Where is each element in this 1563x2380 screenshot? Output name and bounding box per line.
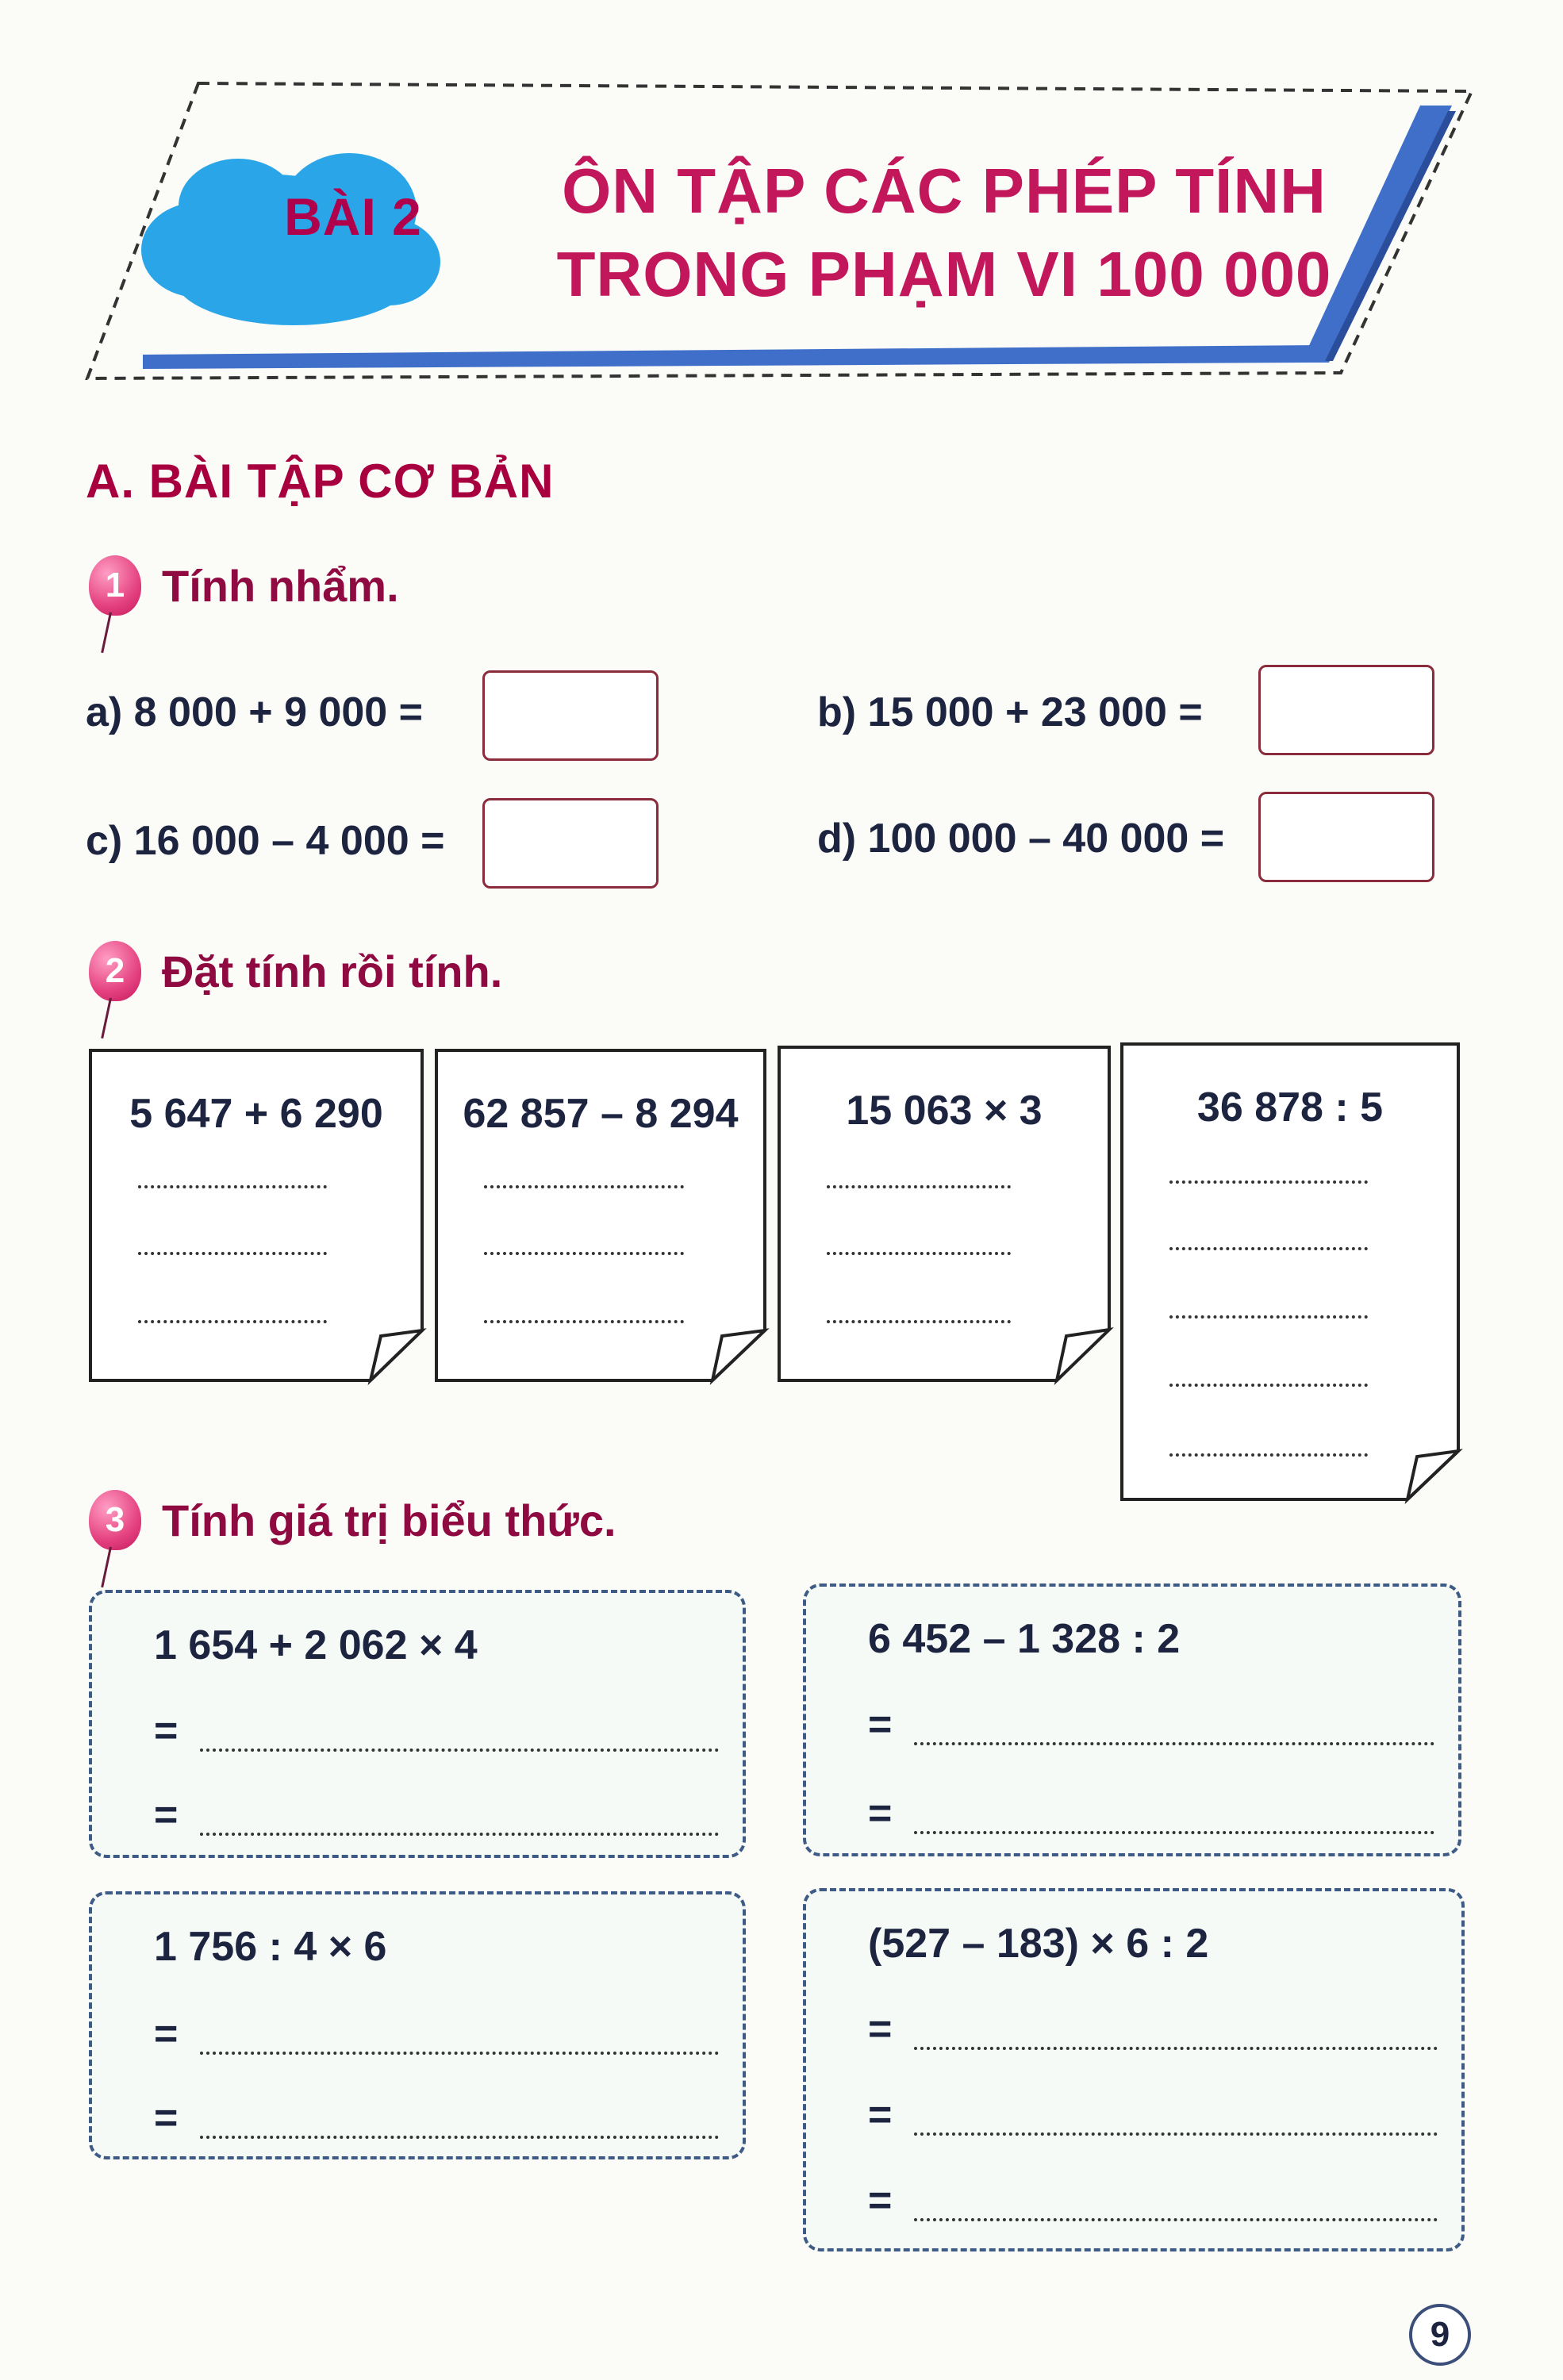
page-number-badge (1409, 2304, 1471, 2366)
exercise-title: Đặt tính rồi tính. (162, 946, 503, 996)
lesson-label: BÀI 2 (284, 187, 422, 246)
answer-box-d[interactable] (1258, 792, 1434, 882)
balloon-number-icon (89, 941, 141, 1001)
answer-line[interactable] (138, 1185, 327, 1188)
work-paper-1 (89, 1049, 424, 1382)
calc-expression: 36 878 : 5 (1196, 1084, 1384, 1130)
answer-line[interactable] (1169, 1315, 1368, 1319)
answer-step[interactable] (154, 2095, 719, 2147)
answer-line[interactable] (138, 1252, 327, 1255)
answer-step[interactable] (868, 1702, 1434, 1753)
answer-step[interactable] (868, 2006, 1438, 2058)
calc-expression: 62 857 – 8 294 (463, 1091, 739, 1137)
answer-step[interactable] (868, 2092, 1438, 2144)
expression-box-3 (89, 1891, 746, 2159)
work-paper-3 (778, 1046, 1111, 1382)
answer-line[interactable] (914, 2047, 1438, 2050)
lesson-title-line-2: TRONG PHẠM VI 100 000 (556, 239, 1332, 309)
work-paper-2 (435, 1049, 766, 1382)
work-paper-4 (1120, 1042, 1460, 1501)
calc-a: a) 8 000 + 9 000 = (86, 689, 424, 735)
answer-line[interactable] (1169, 1247, 1368, 1250)
balloon-string (101, 998, 112, 1038)
exercise-title: Tính nhẩm. (162, 560, 399, 611)
expression-box-1 (89, 1590, 746, 1858)
calc-expression: 15 063 × 3 (846, 1088, 1043, 1134)
answer-line[interactable] (1169, 1180, 1368, 1184)
balloon-string (101, 1547, 112, 1587)
expression-box-4 (803, 1888, 1465, 2251)
exercise-2-heading (89, 941, 502, 1001)
balloon-number-icon (89, 555, 141, 616)
equals-sign: = (868, 2006, 893, 2052)
exercise-title: Tính giá trị biểu thức. (162, 1495, 616, 1545)
answer-line[interactable] (200, 2136, 719, 2139)
answer-line[interactable] (827, 1252, 1011, 1255)
calc-expression: 5 647 + 6 290 (129, 1091, 383, 1137)
equals-sign: = (868, 1791, 893, 1837)
lesson-title-line-1: ÔN TẬP CÁC PHÉP TÍNH (562, 155, 1327, 226)
answer-step[interactable] (868, 1791, 1434, 1842)
answer-line[interactable] (1169, 1453, 1368, 1457)
answer-line[interactable] (484, 1320, 684, 1323)
expression-box-2 (803, 1583, 1461, 1856)
exercise-number: 1 (105, 566, 125, 605)
page-number: 9 (1430, 2315, 1450, 2354)
answer-box-b[interactable] (1258, 665, 1434, 755)
equals-sign: = (154, 1708, 179, 1754)
calc-b: b) 15 000 + 23 000 = (817, 689, 1203, 735)
lesson-banner (79, 75, 1476, 385)
answer-step[interactable] (154, 2011, 719, 2063)
answer-line[interactable] (827, 1320, 1011, 1323)
answer-step[interactable] (868, 2178, 1438, 2229)
equals-sign: = (868, 2092, 893, 2138)
calc-d: d) 100 000 – 40 000 = (817, 816, 1225, 862)
balloon-string (101, 612, 112, 653)
expression: 6 452 – 1 328 : 2 (868, 1616, 1181, 1662)
answer-line[interactable] (914, 1742, 1434, 1745)
answer-line[interactable] (914, 2132, 1438, 2136)
answer-line[interactable] (827, 1185, 1011, 1188)
answer-line[interactable] (484, 1252, 684, 1255)
answer-line[interactable] (484, 1185, 684, 1188)
answer-box-a[interactable] (482, 670, 659, 761)
equals-sign: = (154, 1792, 179, 1838)
expression: 1 756 : 4 × 6 (154, 1924, 387, 1970)
equals-sign: = (154, 2011, 179, 2057)
section-heading: A. BÀI TẬP CƠ BẢN (86, 455, 555, 508)
answer-step[interactable] (154, 1792, 719, 1844)
equals-sign: = (868, 1702, 893, 1748)
answer-line[interactable] (200, 2052, 719, 2055)
answer-line[interactable] (200, 1833, 719, 1836)
answer-step[interactable] (154, 1708, 719, 1760)
answer-box-c[interactable] (482, 798, 659, 889)
answer-line[interactable] (138, 1320, 327, 1323)
expression: 1 654 + 2 062 × 4 (154, 1622, 478, 1668)
exercise-1-heading (89, 555, 399, 616)
answer-line[interactable] (914, 2218, 1438, 2221)
exercise-3-heading (89, 1490, 616, 1550)
expression: (527 – 183) × 6 : 2 (868, 1921, 1209, 1967)
answer-line[interactable] (200, 1749, 719, 1752)
answer-line[interactable] (1169, 1384, 1368, 1387)
answer-line[interactable] (914, 1831, 1434, 1834)
calc-c: c) 16 000 – 4 000 = (86, 818, 445, 864)
equals-sign: = (868, 2178, 893, 2224)
balloon-number-icon (89, 1490, 141, 1550)
exercise-number: 2 (105, 951, 125, 990)
exercise-number: 3 (105, 1500, 125, 1539)
equals-sign: = (154, 2095, 179, 2141)
